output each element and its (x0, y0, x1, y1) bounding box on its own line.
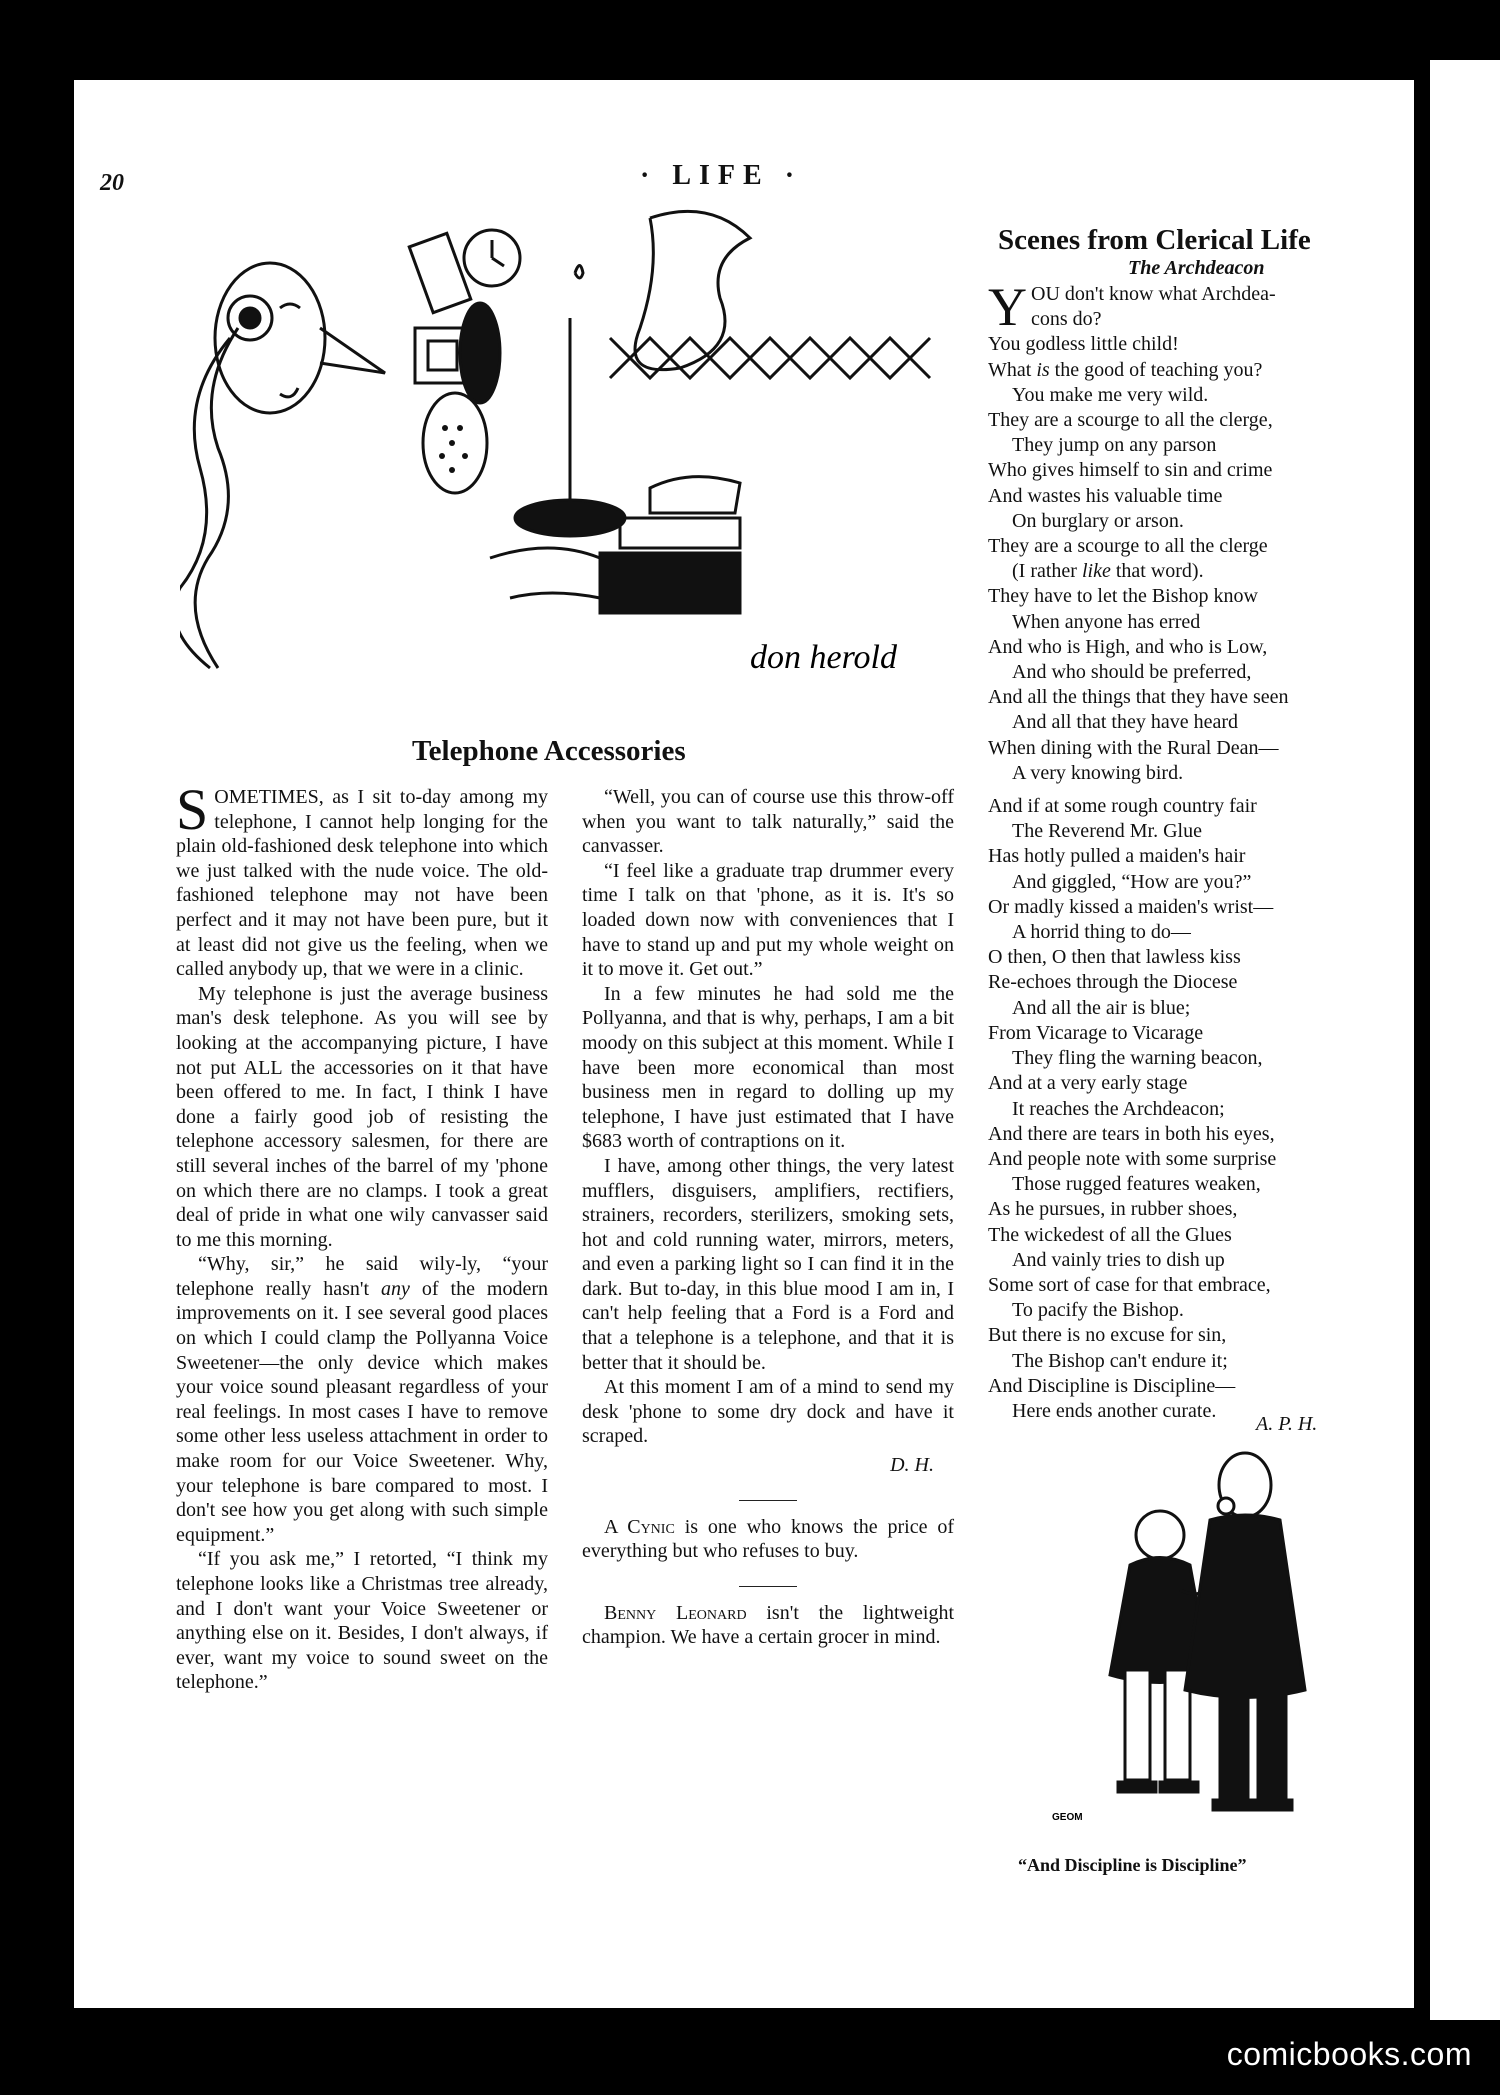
filler-lead: A Cynic (604, 1515, 675, 1538)
poem-line: Here ends another curate. (1012, 1399, 1217, 1422)
poem-line: The Reverend Mr. Glue (1012, 820, 1202, 843)
poem-line: And all the things that they have seen (988, 686, 1289, 709)
poem-line: A very knowing bird. (1012, 761, 1184, 784)
article-paragraph: At this moment I am of a mind to send my desk 'phone to some dry dock and have it scraped. (582, 1376, 954, 1448)
divider-rule (739, 1500, 797, 1501)
cynic-filler (582, 1515, 954, 1564)
poem-line: As he pursues, in rubber shoes, (988, 1198, 1238, 1221)
emphasis-text: any (381, 1277, 410, 1300)
paragraph-text: OMETIMES, as I sit to-day among my telephone, I cannot help longing for the plain old-fashioned desk telephone into which we just talked with the nude voice. The old-fashioned telephone may not have been perfect and it may not have been pure, but it at least did not give us the feeling, when we called anybody up, that we were in a clinic. (176, 786, 548, 981)
poem-line: You make me very wild. (1012, 383, 1209, 406)
article-paragraph (176, 1252, 548, 1547)
poem-line: O then, O then that lawless kiss (988, 946, 1241, 969)
poem-line: On burglary or arson. (1012, 509, 1184, 532)
clergy-cartoon (1030, 1440, 1360, 1840)
poem-line: What is the good of teaching you? (988, 358, 1263, 381)
poem-line: When dining with the Rural Dean— (988, 736, 1279, 759)
poem-line: They jump on any parson (1012, 434, 1217, 457)
drop-cap: S (176, 777, 209, 842)
running-title: · LIFE · (640, 160, 803, 191)
poem-line: Some sort of case for that embrace, (988, 1273, 1271, 1296)
poem-line: It reaches the Archdeacon; (1012, 1097, 1225, 1120)
article-column-1 (176, 777, 549, 1695)
poem-line: And all that they have heard (1012, 711, 1239, 734)
cartoon-caption: “And Discipline is Discipline” (1018, 1855, 1247, 1875)
article-signature: D. H. (890, 1454, 934, 1477)
page-number: 20 (100, 170, 124, 196)
poem-line: Or madly kissed a maiden's wrist— (988, 895, 1274, 918)
article-paragraph (176, 777, 548, 982)
poem-line: (I rather like that word). (1012, 560, 1204, 583)
cartoon-drawing (180, 198, 970, 698)
poem-line: Those rugged features weaken, (1012, 1173, 1261, 1196)
article-paragraph: “If you ask me,” I retorted, “I think my telephone looks like a Christmas tree already, and I don't want your Voice Sweetener or anything else on it. Besides, I don't always, if ever, want my voice to sound sweet on the telephone.” (176, 1548, 548, 1694)
watermark: comicbooks.com (1226, 2036, 1472, 2072)
poem-line: From Vicarage to Vicarage (988, 1021, 1204, 1044)
article-paragraph: “Well, you can of course use this throw-off when you want to talk naturally,” said the canvasser. (582, 786, 954, 858)
poem-line: And people note with some surprise (988, 1147, 1277, 1170)
divider-rule (739, 1586, 797, 1587)
paragraph-text: of the modern improvements on it. I see several good places on which I could clamp the Pollyanna Voice Sweetener—the only device which makes your voice sound pleasant regardless of your real feelings. In most cases I have to remove some other less useless attachment in order to make room for our Voice Sweetener. Why, your telephone is bare compared to most. I don't see how you get along with such simple equipment.” (176, 1277, 549, 1546)
poem-subtitle: The Archdeacon (1128, 257, 1265, 279)
article-column-2 (582, 785, 954, 1650)
article-paragraph: My telephone is just the average business man's desk telephone. As you will see by looking at the accompanying picture, I have not put ALL the accessories on it that have been offered to me. In fact, I think I have done a fairly good job of resisting the telephone accessory salesmen, for there are still several inches of the barrel of my 'phone on which there are no clamps. I took a great deal of pride in what one wily canvasser said to me this morning. (176, 982, 548, 1251)
paragraph-text: “Why, sir,” he said wily-ly, “your telephone really hasn't (176, 1253, 548, 1300)
poem-line: They are a scourge to all the clerge, (988, 409, 1273, 432)
poem-line: And at a very early stage (988, 1072, 1188, 1095)
poem-line: They fling the warning beacon, (1012, 1047, 1263, 1070)
poem-line: Has hotly pulled a maiden's hair (988, 845, 1246, 868)
poem-title: Scenes from Clerical Life (998, 224, 1311, 256)
poem-line: They are a scourge to all the clerge (988, 535, 1268, 558)
cartoon2-signature: GEOM (1052, 1812, 1083, 1823)
poem-line: And all the air is blue; (1012, 996, 1191, 1019)
poem-line: And if at some rough country fair (988, 795, 1257, 818)
filler-text: isn't the lightweight champion. We have a certain grocer in mind. (582, 1601, 954, 1649)
poem-line: Re-echoes through the Diocese (988, 971, 1238, 994)
article-paragraph: I have, among other things, the very latest mufflers, disguisers, amplifiers, rectifiers, strainers, recorders, sterilizers, smoking sets, hot and cold running water, mirrors, meters, and even a parking light so I can find it in the dark. But to-day, in this blue mood I am in, I can't help feeling that a Ford is a Ford and that a telephone is a telephone, and that it is better that it should be. (582, 1154, 954, 1374)
poem-line: And who should be preferred, (1012, 661, 1252, 684)
article-title: Telephone Accessories (412, 735, 686, 767)
telephone-cartoon (180, 198, 970, 698)
poem-line: And who is High, and who is Low, (988, 635, 1268, 658)
next-page-edge (1430, 60, 1500, 2020)
poem-line: And there are tears in both his eyes, (988, 1122, 1275, 1145)
poem-signature: A. P. H. (1256, 1413, 1318, 1435)
clergy-drawing (1030, 1440, 1360, 1840)
poem-line: cons do? (1031, 308, 1102, 331)
cartoon-signature: don herold (750, 639, 898, 676)
poem-line: But there is no excuse for sin, (988, 1324, 1227, 1347)
poem-line: A horrid thing to do— (1012, 921, 1191, 944)
article-paragraph: “I feel like a graduate trap drummer every time I talk on that 'phone, as it is. It's so loaded down now with conveniences that I have to stand up and put my whole weight on it to move it. Get out.” (582, 859, 954, 981)
poem-line: The wickedest of all the Glues (988, 1223, 1232, 1246)
poem-line: And vainly tries to dish up (1012, 1248, 1225, 1271)
poem-line: They have to let the Bishop know (988, 585, 1258, 608)
poem-line: And Discipline is Discipline— (988, 1374, 1236, 1397)
poem-line: You godless little child! (988, 333, 1179, 356)
poem-line: The Bishop can't endure it; (1012, 1349, 1228, 1372)
benny-filler (582, 1601, 954, 1650)
poem-line: To pacify the Bishop. (1012, 1299, 1184, 1322)
poem-drop-cap: Y (988, 277, 1027, 337)
filler-lead: Benny Leonard (604, 1601, 747, 1624)
article-paragraph: In a few minutes he had sold me the Pollyanna, and that is why, perhaps, I am a bit moody on this subject at this moment. While I have been more economical than most business men in regard to dolling up my telephone, I have just estimated that I have $683 worth of contraptions on it. (582, 982, 954, 1153)
poem-line: When anyone has erred (1012, 610, 1201, 633)
poem-line: Who gives himself to sin and crime (988, 459, 1273, 482)
poem-line: OU don't know what Archdea- (1031, 283, 1276, 305)
poem-body (988, 277, 1368, 1424)
poem-line: And giggled, “How are you?” (1012, 870, 1252, 893)
filler-text: is one who knows the price of everything but who refuses to buy. (582, 1515, 954, 1563)
poem-line: And wastes his valuable time (988, 484, 1223, 507)
